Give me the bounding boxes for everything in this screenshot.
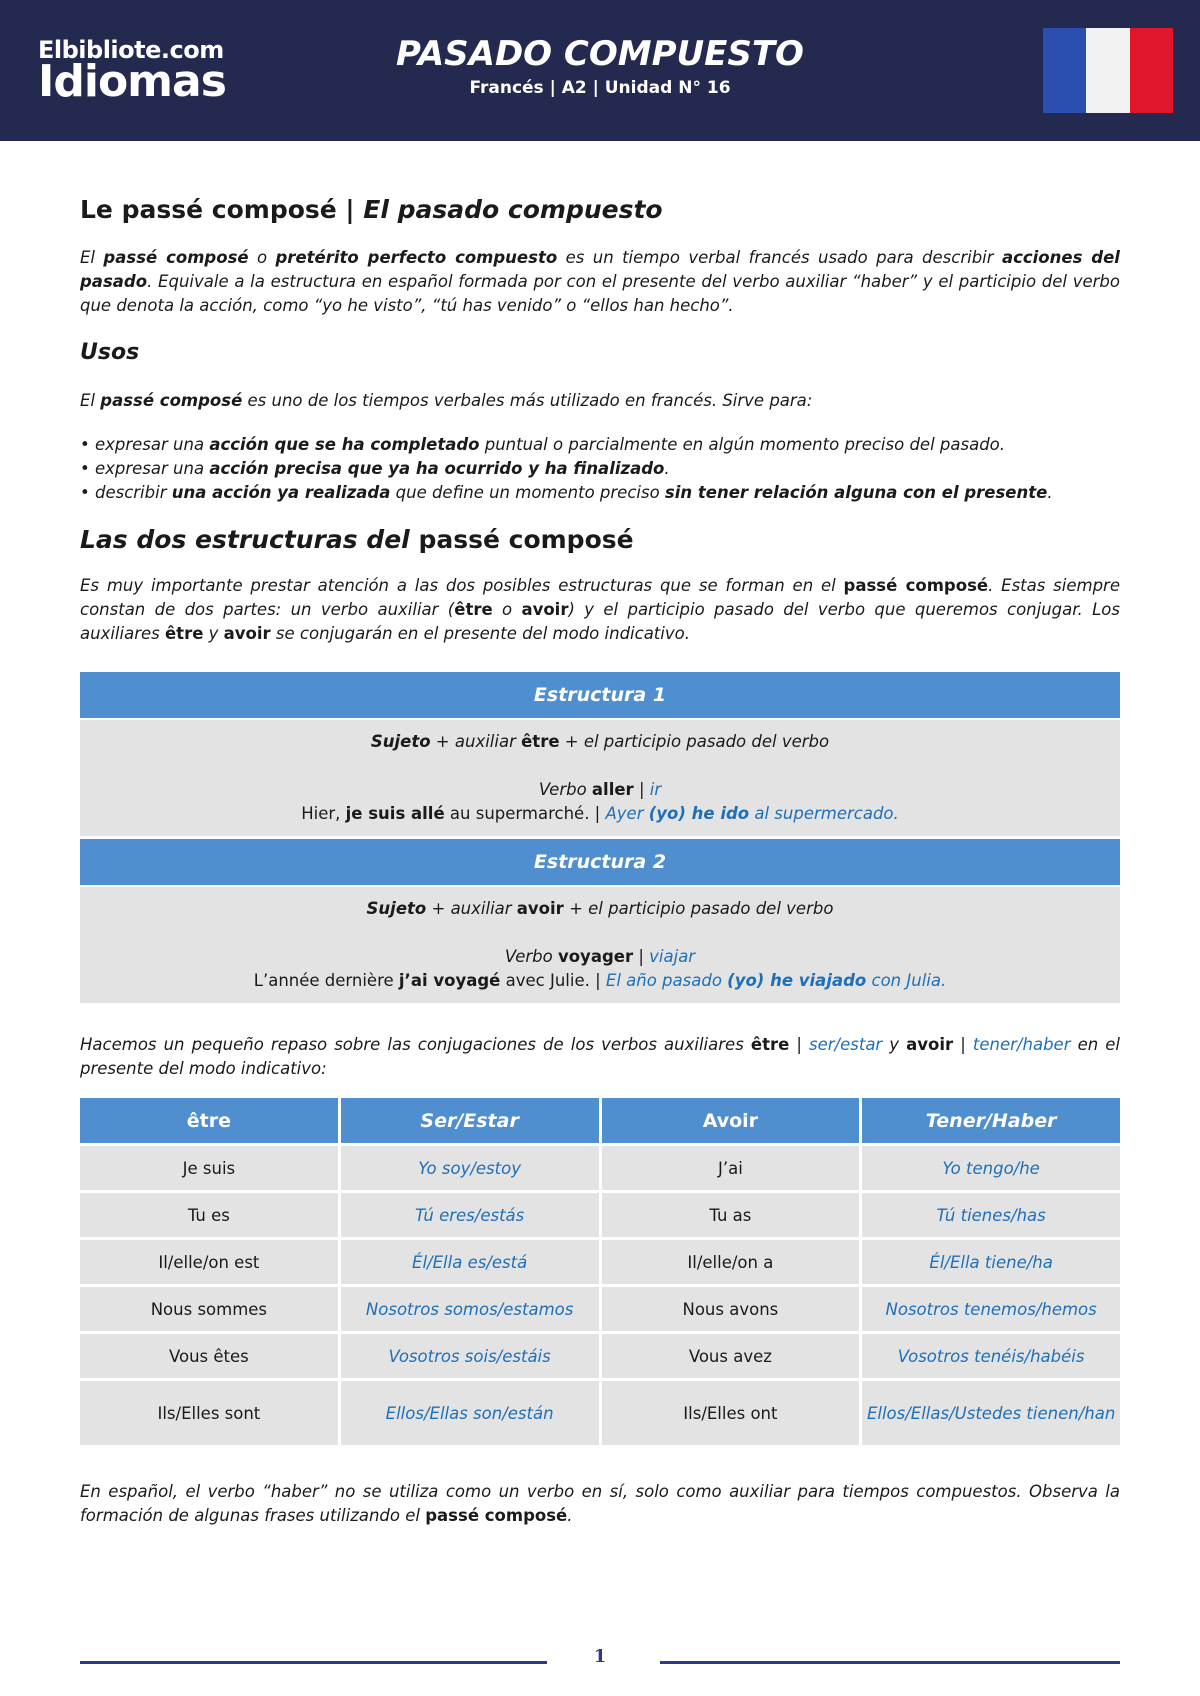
table-cell: Il/elle/on est [80, 1240, 338, 1284]
closing-paragraph: En español, el verbo “haber” no se utiliza como un verbo en sí, solo como auxiliar para tiempos compuestos. Observa la formación de algunas frases utilizando el passé composé. [80, 1482, 1120, 1525]
flag-stripe-blue [1043, 28, 1086, 113]
usos-intro: El passé composé es uno de los tiempos verbales más utilizado en francés. Sirve para: [80, 391, 813, 410]
table-row [80, 1287, 1120, 1331]
flag-stripe-red [1130, 28, 1173, 113]
list-item: • expresar una acción que se ha completado puntual o parcialmente en algún momento preciso del pasado. [80, 435, 1006, 454]
usos-title: Usos [80, 340, 140, 365]
table-cell: Vosotros sois/estáis [341, 1334, 599, 1378]
structure-verb: Verbo voyager | viajar [504, 947, 696, 966]
section-title: Le passé composé | El pasado compuesto [80, 195, 663, 224]
repaso-paragraph: Hacemos un pequeño repaso sobre las conjugaciones de los verbos auxiliares être | ser/estar y avoir | tener/haber en el presente del modo indicativo: [80, 1035, 1120, 1078]
column-header: Tener/Haber [862, 1098, 1120, 1143]
document-title: PASADO COMPUESTO [396, 34, 804, 74]
table-cell: Yo soy/estoy [341, 1146, 599, 1190]
table-row [80, 1146, 1120, 1190]
table-row [80, 1240, 1120, 1284]
document-subtitle: Francés | A2 | Unidad N° 16 [469, 78, 731, 98]
page-number: 1 [593, 1646, 607, 1667]
structure-1-body [80, 720, 1120, 836]
document-body [80, 195, 1120, 1528]
structure-2-header: Estructura 2 [80, 839, 1120, 885]
list-item: • describir una acción ya realizada que define un momento preciso sin tener relación alguna con el presente. [80, 483, 1053, 502]
table-cell: Ellos/Ellas/Ustedes tienen/han [862, 1381, 1120, 1445]
column-header: être [80, 1098, 338, 1143]
intro-paragraph: El passé composé o pretérito perfecto compuesto es un tiempo verbal francés usado para describir acciones del pasado. Equivale a la estructura en español formada por con el presente del verbo auxiliar “haber” y el participio del verbo que denota la acción, como “yo he visto”, “tú has venido” o “ellos han hecho”. [80, 248, 1120, 315]
structure-2-body [80, 887, 1120, 1003]
structures-box [80, 672, 1120, 1003]
structure-formula: Sujeto + auxiliar être + el participio pasado del verbo [370, 732, 830, 751]
table-row [80, 1381, 1120, 1445]
column-header: Avoir [602, 1098, 860, 1143]
table-cell: Il/elle/on a [602, 1240, 860, 1284]
page-header [0, 0, 1200, 141]
structure-example: L’année dernière j’ai voyagé avec Julie. | El año pasado (yo) he viajado con Julia. [253, 971, 947, 990]
structure-1-header: Estructura 1 [80, 672, 1120, 718]
french-flag-icon [1043, 28, 1173, 113]
table-cell: Tu es [80, 1193, 338, 1237]
table-cell: Nous avons [602, 1287, 860, 1331]
usos-list [80, 433, 1120, 505]
conjugation-table [77, 1095, 1123, 1448]
table-row [80, 1334, 1120, 1378]
table-cell: Je suis [80, 1146, 338, 1190]
table-cell: Tú tienes/has [862, 1193, 1120, 1237]
table-cell: Ils/Elles ont [602, 1381, 860, 1445]
table-cell: J’ai [602, 1146, 860, 1190]
logo-wordmark: Idiomas [38, 56, 226, 107]
table-cell: Ellos/Ellas son/están [341, 1381, 599, 1445]
table-cell: Nosotros somos/estamos [341, 1287, 599, 1331]
table-cell: Vosotros tenéis/habéis [862, 1334, 1120, 1378]
table-cell: Vous êtes [80, 1334, 338, 1378]
structure-formula: Sujeto + auxiliar avoir + el participio pasado del verbo [366, 899, 834, 918]
structure-example: Hier, je suis allé au supermarché. | Ayer (yo) he ido al supermercado. [301, 804, 899, 823]
table-cell: Tu as [602, 1193, 860, 1237]
estructuras-title: Las dos estructuras del passé composé [80, 525, 634, 554]
structure-verb: Verbo aller | ir [538, 780, 662, 799]
table-row [80, 1193, 1120, 1237]
list-item: • expresar una acción precisa que ya ha ocurrido y ha finalizado. [80, 459, 670, 478]
table-cell: Tú eres/estás [341, 1193, 599, 1237]
column-header: Ser/Estar [341, 1098, 599, 1143]
table-cell: Él/Ella es/está [341, 1240, 599, 1284]
table-cell: Ils/Elles sont [80, 1381, 338, 1445]
table-cell: Él/Ella tiene/ha [862, 1240, 1120, 1284]
table-cell: Nosotros tenemos/hemos [862, 1287, 1120, 1331]
flag-stripe-white [1086, 28, 1129, 113]
footer-divider-right [660, 1661, 1120, 1664]
table-cell: Yo tengo/he [862, 1146, 1120, 1190]
table-cell: Nous sommes [80, 1287, 338, 1331]
table-cell: Vous avez [602, 1334, 860, 1378]
estructuras-paragraph: Es muy importante prestar atención a las dos posibles estructuras que se forman en el passé composé. Estas siempre constan de dos partes: un verbo auxiliar (être o avoir) y el participio pasado del verbo que queremos conjugar. Los auxiliares être y avoir se conjugarán en el presente del modo indicativo. [80, 576, 1120, 643]
table-header-row [80, 1098, 1120, 1143]
logo-text: Elbibliote.com [38, 36, 224, 64]
footer-divider-left [80, 1661, 547, 1664]
